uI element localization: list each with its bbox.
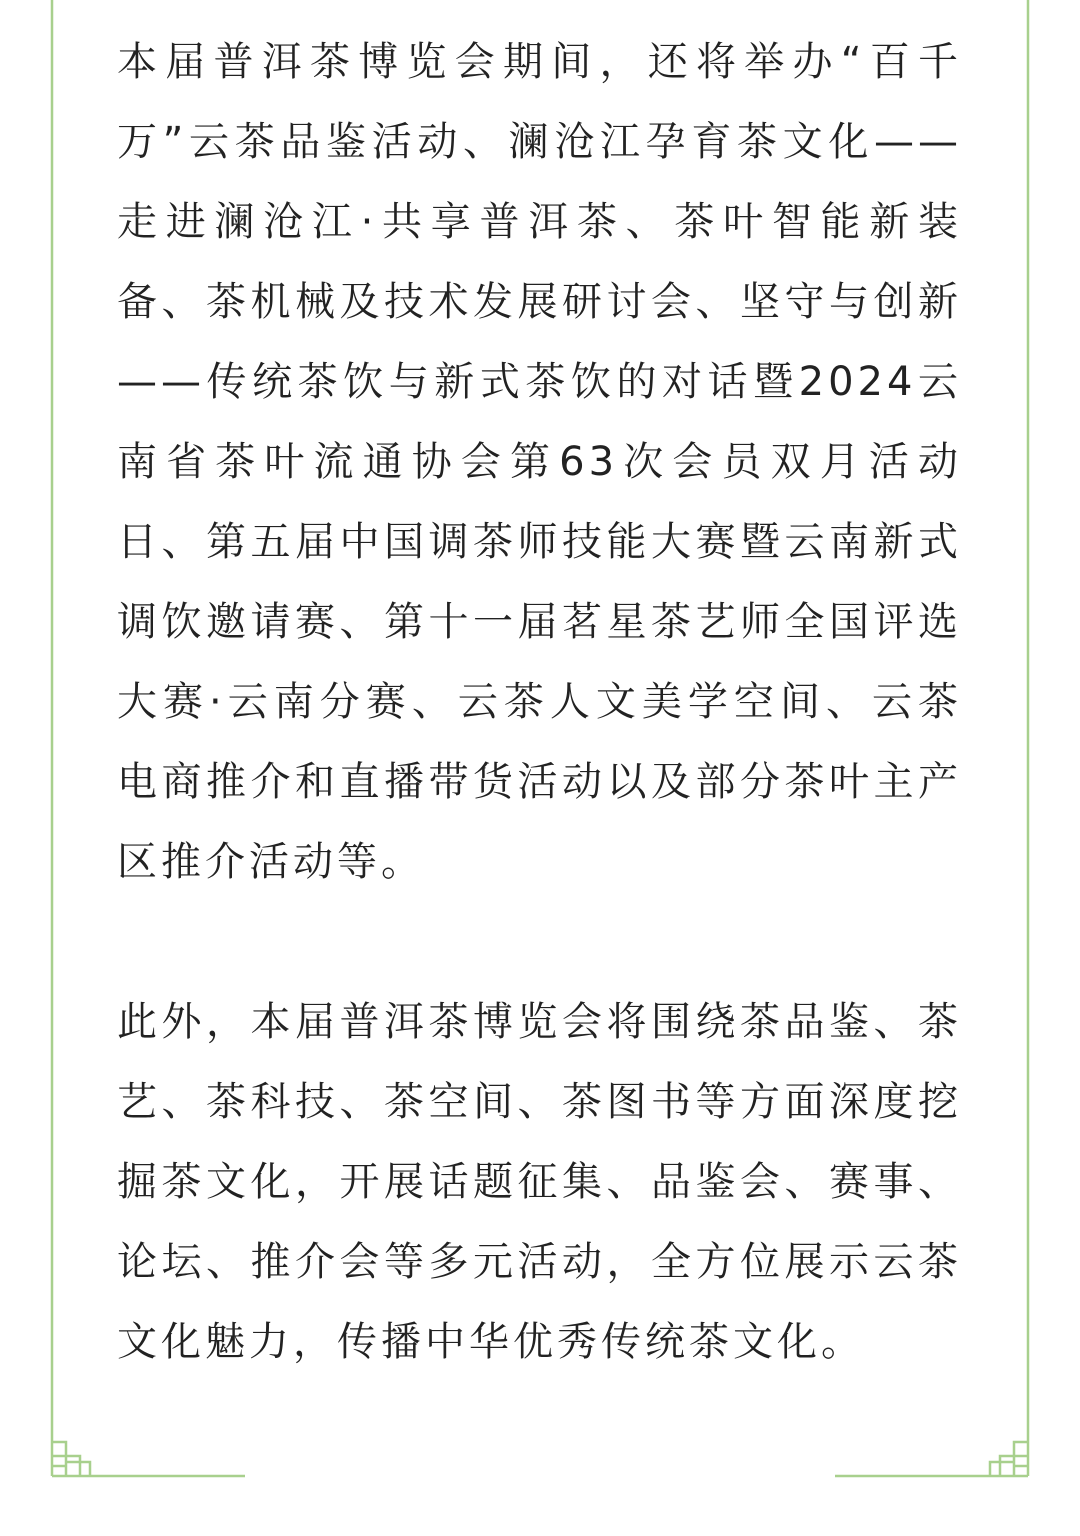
corner-ornament-bottom-right [990, 1440, 1028, 1476]
article-paragraph-2: 此外，本届普洱茶博览会将围绕茶品鉴、茶艺、茶科技、茶空间、茶图书等方面深度挖掘茶文化，开展话题征集、品鉴会、赛事、论坛、推介会等多元活动，全方位展示云茶文化魅力，传播中华优秀传统茶文化。 [117, 999, 962, 1365]
article-paragraph-1: 本届普洱茶博览会期间，还将举办“百千万”云茶品鉴活动、澜沧江孕育茶文化——走进澜沧江·共享普洱茶、茶叶智能新装备、茶机械及技术发展研讨会、坚守与创新——传统茶饮与新式茶饮的对话暨2024云南省茶叶流通协会第63次会员双月活动日、第五届中国调茶师技能大赛暨云南新式调饮邀请赛、第十一届茗星茶艺师全国评选大赛·云南分赛、云茶人文美学空间、云茶电商推介和直播带货活动以及部分茶叶主产区推介活动等。 [117, 39, 962, 885]
corner-ornament-bottom-left [52, 1440, 90, 1476]
article-body [117, 22, 962, 1382]
